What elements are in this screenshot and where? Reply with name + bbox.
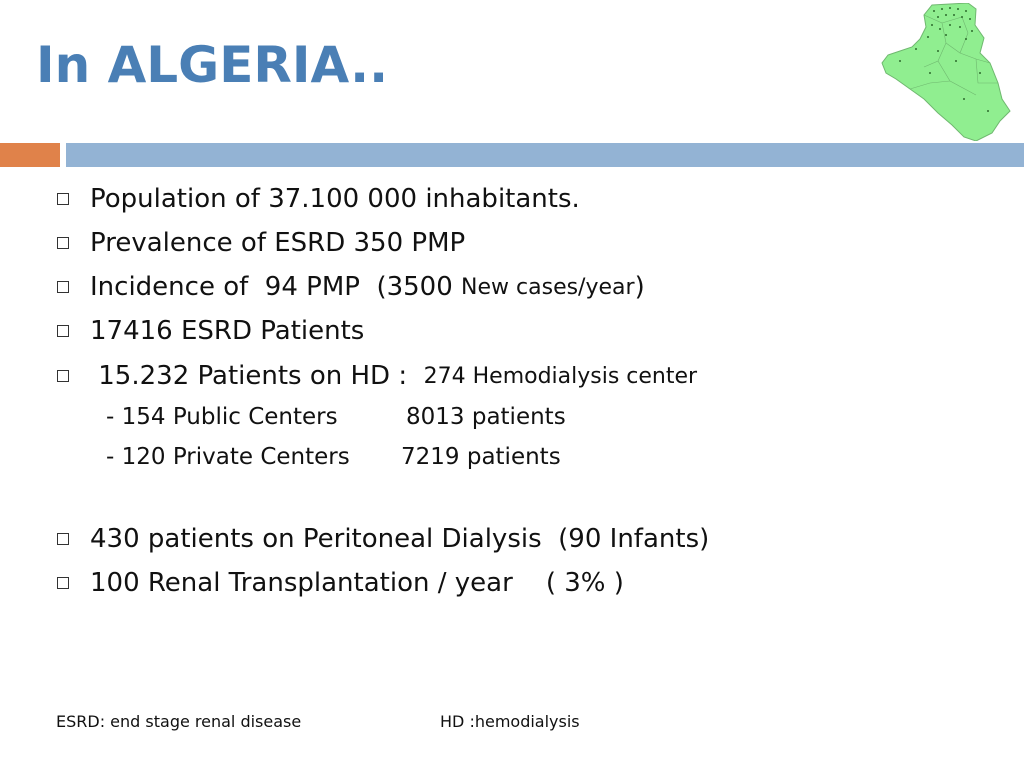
bullet-square-icon: [57, 370, 69, 382]
bullet-transplantation: [57, 568, 624, 598]
bullet-text: Incidence of 94 PMP (3500: [90, 272, 462, 302]
bullet-tail-text: ): [634, 272, 645, 302]
bullet-small-text: New cases/year: [461, 274, 635, 300]
footnote-hd: HD :hemodialysis: [440, 712, 580, 731]
bullet-text: 15.232 Patients on HD :: [90, 361, 424, 391]
sub-item-label: - 120 Private Centers: [106, 444, 350, 470]
sub-item-value: 8013 patients: [406, 404, 566, 430]
bullet-text: 430 patients on Peritoneal Dialysis (90 Infants): [90, 524, 710, 554]
algeria-map-icon: [880, 3, 1015, 141]
bullet-square-icon: [57, 193, 69, 205]
sub-item-value: 7219 patients: [401, 444, 561, 470]
bullet-incidence: [57, 272, 645, 302]
bullet-square-icon: [57, 533, 69, 545]
sub-item-public: [106, 404, 566, 430]
bullet-small-text: 274 Hemodialysis center: [423, 363, 698, 389]
bullet-text: 17416 ESRD Patients: [90, 316, 365, 346]
bullet-text: 100 Renal Transplantation / year ( 3% ): [90, 568, 624, 598]
bullet-square-icon: [57, 325, 69, 337]
bullet-text: Population of 37.100 000 inhabitants.: [90, 184, 580, 214]
bullet-square-icon: [57, 281, 69, 293]
footnote-esrd: ESRD: end stage renal disease: [56, 712, 302, 731]
bullet-square-icon: [57, 577, 69, 589]
bullet-esrd-patients: [57, 316, 364, 346]
sub-item-private: [106, 444, 561, 470]
bullet-hd-patients: [57, 361, 697, 391]
bullet-population: [57, 184, 580, 214]
bullet-peritoneal: [57, 524, 709, 554]
accent-bar-orange: [0, 143, 60, 167]
bullet-square-icon: [57, 237, 69, 249]
slide-title: In ALGERIA..: [36, 36, 389, 94]
sub-item-label: - 154 Public Centers: [106, 404, 338, 430]
accent-bar-blue: [66, 143, 1024, 167]
bullet-prevalence: [57, 228, 465, 258]
bullet-text: Prevalence of ESRD 350 PMP: [90, 228, 466, 258]
